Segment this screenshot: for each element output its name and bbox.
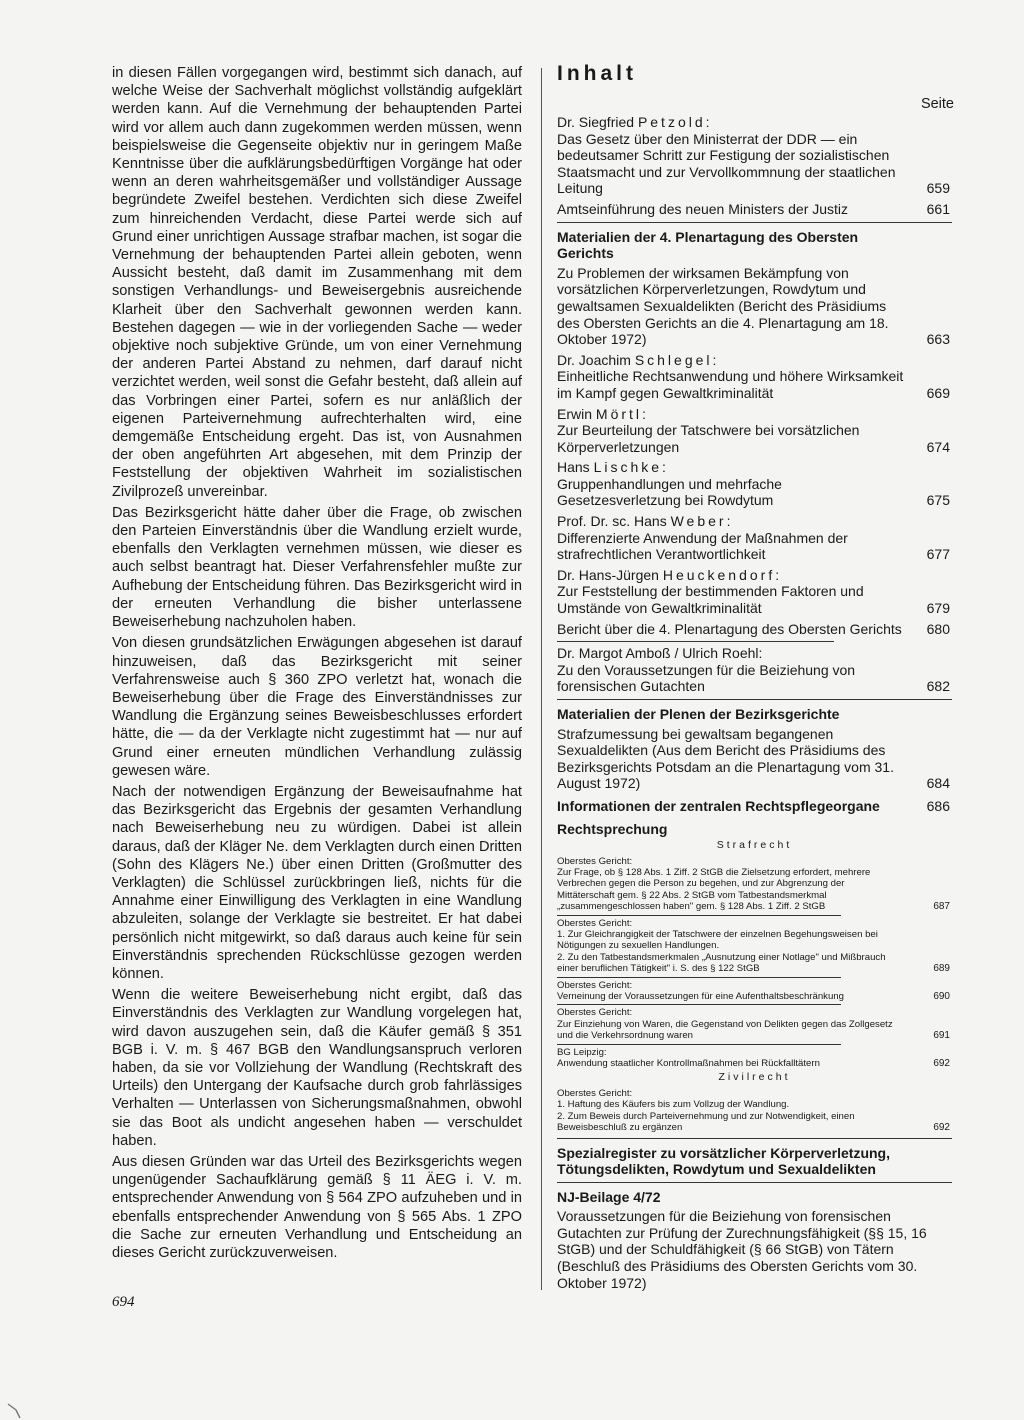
case-entry[interactable] (557, 918, 952, 975)
toc-entry[interactable] (557, 567, 952, 617)
court-label: Oberstes Gericht: (557, 1007, 633, 1019)
case-text: Zur Frage, ob § 128 Abs. 1 Ziff. 2 StGB die Zielsetzung erfordert, mehrere Verbrechen gegen die Person zu begehen, und zur Abgrenzung der Mittäterschaft gem. § 22 Abs. 2 StGB vom Tatbestandsmerkmal „zusammengeschlossen haben" gem. § 128 Abs. 1 Ziff. 2 StGB (557, 866, 871, 913)
toc-author: Prof. Dr. sc. Hans Weber: (557, 513, 731, 530)
toc-entry-text: Bericht über die 4. Plenartagung des Obersten Gerichts (557, 620, 902, 637)
toc-entry-text: Amtseinführung des neuen Ministers der Justiz (557, 200, 849, 217)
court-label: Oberstes Gericht: (557, 1087, 633, 1099)
seite-label: Seite (920, 96, 954, 112)
rechtsprechung-list (557, 840, 952, 1133)
toc-page-number: 686 (926, 797, 950, 814)
divider (557, 641, 834, 642)
divider (557, 699, 952, 700)
toc-entry-text: Zur Beurteilung der Tatschwere bei vorsätzlichen Körperverletzungen (557, 422, 860, 455)
case-text: 1. Haftung des Käufers bis zum Vollzug der Wandlung. (557, 1099, 790, 1111)
scan-corner-mark-icon (6, 1402, 32, 1420)
toc-page-number: 674 (926, 438, 950, 455)
toc-entry[interactable] (557, 459, 952, 509)
toc-page-number: 661 (926, 200, 950, 217)
case-entry[interactable] (557, 1007, 952, 1041)
beilage-text: Voraussetzungen für die Beiziehung von forensischen Gutachten zur Prüfung der Zurechnungsfähigkeit (§§ 15, 16 StGB) und der Schuldfähigkeit (§ 66 StGB) von Tätern (Beschluß des Präsidiums des Obersten Gerichts vom 30. Oktober 1972) (557, 1208, 927, 1291)
toc-entry[interactable] (557, 352, 952, 402)
toc-entry-text: Gruppenhandlungen und mehrfache Gesetzesverletzung bei Rowdytum (557, 475, 782, 509)
paragraph: Wenn die weitere Beweiserhebung nicht ergibt, daß das Einverständnis des Verklagten zur Wandlung vorgelegen hat, wird davon auszugehen sein, daß die Käufer gemäß § 351 BGB i. V. m. § 467 BGB den Wandlungsanspruch verloren haben, da sie vor Vollziehung der Wandlung (Rechtskraft des Urteils) den Untergang der Kaufsache durch grob fahrlässiges Verhalten — Unterlassen von Sicherungsmaßnahmen, obwohl sie das Boot als undicht angesehen haben — verschuldet haben. (112, 987, 522, 1149)
toc-entry[interactable] (557, 513, 952, 563)
toc-entry-text: Differenzierte Anwendung der Maßnahmen der strafrechtlichen Verantwortlichkeit (557, 529, 848, 563)
toc-title: Inhalt (557, 62, 637, 85)
toc-entry-text: Einheitliche Rechtsanwendung und höhere Wirksamkeit im Kampf gegen Gewaltkriminalität (557, 368, 904, 401)
left-column (112, 64, 522, 1265)
divider (557, 1004, 841, 1005)
column-divider (541, 68, 542, 1290)
case-entry[interactable] (557, 856, 952, 913)
toc-entry[interactable] (557, 265, 952, 348)
toc-author: Erwin Mörtl: (557, 405, 646, 422)
toc-page-number: 669 (926, 384, 950, 401)
paragraph: Aus diesen Gründen war das Urteil des Bezirksgerichts wegen ungenügender Sachaufklärung gemäß § 11 ÄEG i. V. m. entsprechender Anwendung von § 564 ZPO aufzuheben und in ebenfalls entsprechender Anwendung von § 565 Abs. 1 ZPO die Sache zur erneuten Verhandlung und Entscheidung an dieses Gericht zurückzuverweisen. (112, 1153, 522, 1261)
case-entry[interactable] (557, 1047, 952, 1070)
toc-page-number: 682 (926, 678, 950, 695)
toc-author: Dr. Siegfried Petzold: (557, 114, 710, 130)
court-label: Oberstes Gericht: (557, 979, 633, 991)
toc-page-number: 680 (926, 620, 950, 637)
toc-entry[interactable] (557, 645, 952, 695)
paragraph: in diesen Fällen vorgegangen wird, bestimmt sich danach, auf welche Weise der Sachverhalt möglichst vollständig aufgeklärt werden kann. Auf die Vernehmung der behauptenden Partei wird vor allem auch dann zugekommen werden müssen, wenn beispielsweise die Gegenseite objektiv nur in geringem Maße Kenntnisse über die aufklärungsbedürftigen Vorgänge hat oder wenn an deren wahrheitsgemäßer und vollständiger Aussage begründete Zweifel bestehen. Verdichten sich diese Zweifel zum hinreichenden Verdacht, diese Partei werde sich auf Grund einer unrichtigen Aussage strafbar machen, ist sogar die Vernehmung der behauptenden Partei allein geboten, wenn Aussicht besteht, daß damit im Zusammenhang mit dem sonstigen Verhandlungs- und Beweisergebnis ausreichende Klarheit über den Sachverhalt gewonnen werden kann. Bestehen dagegen — wie in der vorliegenden Sache — weder objektive noch subjektive Gründe, um von einer Vernehmung der anderen Partei Abstand zu nehmen, darf darauf nicht verzichtet werden, weil sonst die Gefahr besteht, daß allein auf das Vorbringen einer Partei, sofern es nur anläßlich der eigenen Parteivernehmung aufrechterhalten wird, eine demgemäße Entscheidung ergeht. Das ist, von Ausnahmen der oben angeführten Art abgesehen, mit dem Prinzip der Feststellung der objektiven Wahrheit im sozialistischen Zivilprozeß unvereinbar. (112, 65, 522, 500)
toc-page-number: 684 (926, 775, 950, 792)
toc-entry-text: Zu den Voraussetzungen für die Beiziehung von forensischen Gutachten (557, 661, 856, 695)
toc-page-number: 663 (926, 331, 950, 348)
case-text: 1. Zur Gleichrangigkeit der Tatschwere der einzelnen Begehungsweisen bei Nötigungen zu sexuellen Handlungen. (557, 929, 878, 952)
subsection-label: Zivilrecht (718, 1071, 791, 1084)
case-text: Anwendung staatlicher Kontrollmaßnahmen bei Rückfalltätern (557, 1058, 820, 1070)
paragraph: Das Bezirksgericht hätte daher über die Frage, ob zwischen den Parteien Einverständnis über die Wandlung erzielt wurde, ebenfalls den Verklagten vernehmen müssen, wie dieser es auch selbst beantragt hat. Dieser Verfahrensfehler mußte zur Aufhebung der Entscheidung führen. Das Bezirksgericht wird in der erneuten Verhandlung die bisher unterlassene Beweiserhebung nachzuholen haben. (112, 504, 522, 631)
toc-page-number: 690 (933, 991, 950, 1003)
divider (557, 1182, 952, 1183)
case-text: Zur Einziehung von Waren, die Gegenstand von Delikten gegen das Zollgesetz und die Verkehrsordnung waren (557, 1018, 893, 1042)
case-text: Verneinung der Voraussetzungen für eine Aufenthaltsbeschränkung (557, 991, 844, 1003)
divider (557, 1138, 952, 1139)
case-entry[interactable] (557, 1088, 952, 1134)
toc-page-number: 689 (933, 963, 950, 975)
toc-page-number: 692 (933, 1058, 950, 1070)
toc-entry[interactable] (557, 621, 952, 638)
toc-page-number: 659 (926, 180, 950, 197)
table-of-contents (557, 62, 954, 1291)
toc-author: Dr. Joachim Schlegel: (557, 351, 717, 368)
toc-section-heading: Spezialregister zu vorsätzlicher Körperverletzung, Tötungsdelikten, Rowdytum und Sexualdelikten (557, 1144, 890, 1178)
case-entry[interactable] (557, 980, 952, 1003)
toc-page-number: 687 (933, 901, 950, 913)
toc-author: Dr. Margot Amboß / Ulrich Roehl: (557, 645, 763, 662)
divider (557, 977, 841, 978)
court-label: Oberstes Gericht: (557, 855, 633, 867)
toc-page-number: 675 (926, 492, 950, 509)
toc-entry-text: Zur Feststellung der bestimmenden Faktoren und Umstände von Gewaltkriminalität (557, 583, 864, 617)
toc-author: Hans Lischke: (557, 459, 666, 476)
subsection-label: Strafrecht (716, 839, 793, 852)
divider (557, 222, 952, 223)
toc-section-heading: Materialien der Plenen der Bezirksgerichte (557, 706, 840, 722)
toc-entry-text: Das Gesetz über den Ministerrat der DDR — ein bedeutsamer Schritt zur Festigung der sozialistischen Staatsmacht und zur Vervollkommnung der staatlichen Leitung (557, 130, 896, 197)
toc-page-number: 691 (933, 1030, 950, 1042)
toc-entry[interactable] (557, 201, 952, 218)
toc-entry-text: Strafzumessung bei gewaltsam begangenen Sexualdelikten (Aus dem Bericht des Präsidiums des Bezirksgerichts Potsdam an die Plenartagung vom 31. August 1972) (557, 725, 894, 792)
page-number: 694 (112, 1294, 135, 1310)
toc-page-number: 677 (926, 546, 950, 563)
case-text: 2. Zum Beweis durch Parteivernehmung und zur Notwendigkeit, einen Beweisbeschluß zu ergänzen (557, 1110, 855, 1134)
divider (557, 1044, 841, 1045)
paragraph: Nach der notwendigen Ergänzung der Beweisaufnahme hat das Bezirksgericht das Ergebnis der gesamten Verhandlung nach Beweiserhebung neu zu würdigen. Dabei ist allein daraus, daß der Kläger Ne. dem Verklagten durch einen Dritten (Sohn des Klägers Ne.) über einen Dritten (Großmutter des Verklagten) die Schlüssel zurückbringen ließ, nichts für die Annahme einer Einwilligung des Verklagten in eine Wandlung abzuleiten, solange der Verklagte sie bestreitet. Er hat dabei persönlich nicht mitgewirkt, so daß daraus auch keine für sein Einverständnis sprechenden Rückschlüsse gezogen werden können. (112, 783, 522, 982)
toc-page-number: 679 (926, 600, 950, 617)
toc-section-heading[interactable]: Informationen der zentralen Rechtspflegeorgane 686 (557, 797, 950, 814)
case-text: 2. Zu den Tatbestandsmerkmalen „Ausnutzung einer Notlage" und Mißbrauch einer beruflichen Tätigkeit" i. S. des § 122 StGB (557, 951, 886, 975)
toc-section-heading: Materialien der 4. Plenartagung des Obersten Gerichts (557, 228, 859, 262)
court-label: BG Leipzig: (557, 1046, 607, 1058)
court-label: Oberstes Gericht: (557, 917, 633, 929)
paragraph: Von diesen grundsätzlichen Erwägungen abgesehen ist darauf hinzuweisen, daß das Bezirksgericht mit seiner Verfahrensweise auch § 360 ZPO verletzt hat, wonach die Beweiserhebung über die Frage des Einverständnisses zur Wandlung die Ergänzung seines Beweisbeschlusses erfordert hätte, die — da der Verklagte nicht zugestimmt hat — nur auf Grund einer erneuten mündlichen Verhandlung zulässig gewesen wäre. (112, 635, 522, 779)
toc-entry[interactable] (557, 114, 952, 197)
toc-entry-text: Zu Problemen der wirksamen Bekämpfung von vorsätzlichen Körperverletzungen, Rowdytum und gewaltsamen Sexualdelikten (Bericht des Präsidiums des Obersten Gerichts an die 4. Plenartagung am 18. Oktober 1972) (557, 264, 889, 348)
toc-section-heading: Rechtsprechung (557, 820, 668, 837)
toc-author: Dr. Hans-Jürgen Heuckendorf: (557, 566, 780, 583)
toc-section-heading: NJ-Beilage 4/72 (557, 1188, 661, 1205)
divider (557, 915, 841, 916)
toc-entry[interactable] (557, 406, 952, 456)
toc-page-number: 692 (933, 1122, 950, 1134)
toc-entry[interactable] (557, 726, 952, 792)
